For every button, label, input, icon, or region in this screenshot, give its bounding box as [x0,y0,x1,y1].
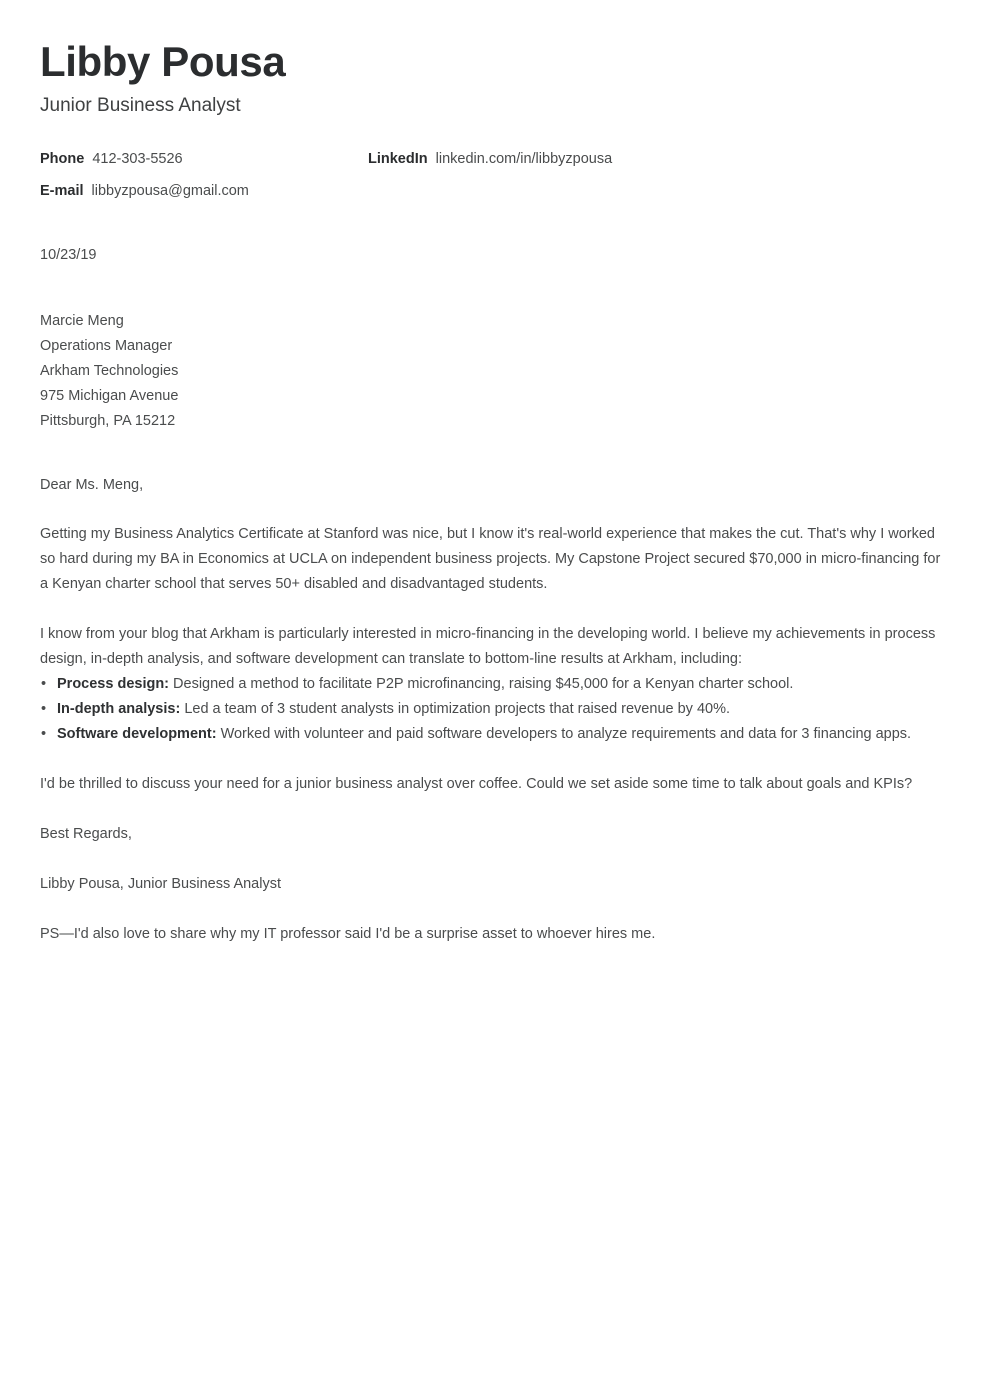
bullet-icon: • [41,725,47,742]
achievement-text: Worked with volunteer and paid software developers to analyze requirements and data for 3 financing apps. [220,725,912,742]
recipient-company: Arkham Technologies [40,362,179,379]
body-paragraph-1: Getting my Business Analytics Certificate at Stanford was nice, but I know it's real-world experience that makes the cut. That's why I worked so hard during my BA in Economics at UCLA on independent business projects. My Capstone Project secured $70,000 in micro-financing for a Kenyan charter school that serves 50+ disabled and disadvantaged students. [40,525,941,592]
recipient-title: Operations Manager [40,337,173,354]
signature: Libby Pousa, Junior Business Analyst [40,875,281,892]
achievement-label: In-depth analysis: [57,700,181,717]
list-item [40,722,950,747]
salutation: Dear Ms. Meng, [40,476,144,493]
contact-row-phone-linkedin [40,149,950,170]
linkedin-value[interactable]: linkedin.com/in/libbyzpousa [435,150,613,167]
phone-value[interactable]: 412-303-5526 [92,150,183,167]
contact-email [40,181,368,202]
linkedin-label: LinkedIn [368,150,428,167]
contact-linkedin [368,149,612,170]
candidate-name: Libby Pousa [40,38,286,85]
achievements-list [40,672,950,747]
closing-paragraph: I'd be thrilled to discuss your need for a junior business analyst over coffee. Could we set aside some time to talk about goals and KPIs? [40,775,913,792]
bullet-icon: • [41,700,47,717]
contact-phone [40,149,368,170]
contact-row-email [40,181,950,202]
postscript: PS—I'd also love to share why my IT professor said I'd be a surprise asset to whoever hires me. [40,925,656,942]
email-value[interactable]: libbyzpousa@gmail.com [91,182,249,199]
letter-body [40,474,950,947]
signoff: Best Regards, [40,825,132,842]
recipient-street: 975 Michigan Avenue [40,387,179,404]
list-item [40,697,950,722]
achievement-label: Software development: [57,725,217,742]
body-paragraph-2: I know from your blog that Arkham is particularly interested in micro-financing in the developing world. I believe my achievements in process design, in-depth analysis, and software development can translate to bottom-line results at Arkham, including: [40,625,936,667]
candidate-job-title: Junior Business Analyst [40,95,241,117]
bullet-icon: • [41,675,47,692]
recipient-address-block [40,309,950,434]
contact-block [40,149,950,202]
recipient-city-state-zip: Pittsburgh, PA 15212 [40,412,176,429]
email-label: E-mail [40,182,84,199]
phone-label: Phone [40,150,85,167]
list-item [40,672,950,697]
letter-header [40,32,950,119]
achievement-label: Process design: [57,675,170,692]
letter-date: 10/23/19 [40,246,97,263]
achievement-text: Designed a method to facilitate P2P microfinancing, raising $45,000 for a Kenyan charter school. [173,675,794,692]
recipient-name: Marcie Meng [40,312,124,329]
achievement-text: Led a team of 3 student analysts in optimization projects that raised revenue by 40%. [184,700,730,717]
